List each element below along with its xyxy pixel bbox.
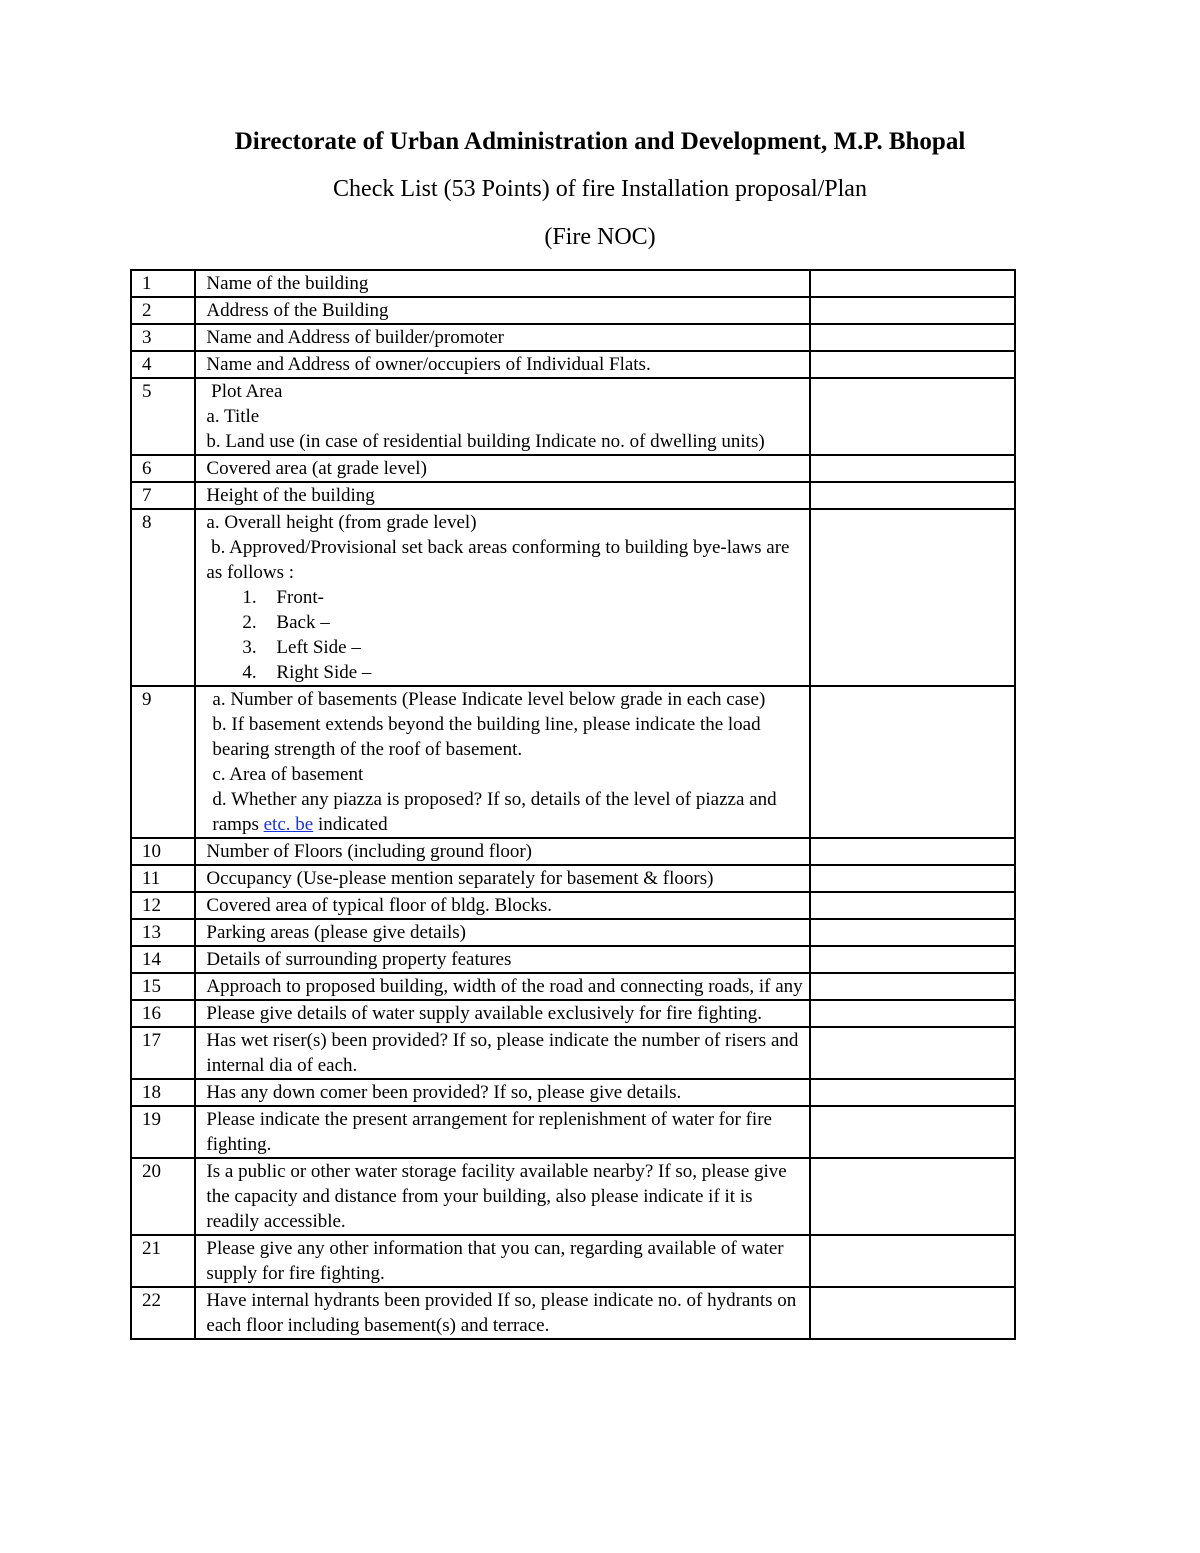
item-number: 22 (131, 1287, 195, 1339)
item-description (195, 1235, 809, 1287)
item-line: b. Approved/Provisional set back areas conforming to building bye-laws are as follows : (206, 537, 795, 583)
answer-cell[interactable] (810, 482, 1015, 509)
item-number: 20 (131, 1158, 195, 1235)
item-line-text: indicated (313, 814, 388, 835)
list-text: Back – (276, 612, 330, 633)
item-description (195, 686, 809, 838)
item-text: Please give any other information that you can, regarding available of water supply for fire fighting. (206, 1238, 784, 1284)
answer-cell[interactable] (810, 509, 1015, 686)
table-row (131, 351, 1015, 378)
item-number: 19 (131, 1106, 195, 1158)
answer-cell[interactable] (810, 1000, 1015, 1027)
table-row (131, 1287, 1015, 1339)
table-row (131, 838, 1015, 865)
list-text: Left Side – (276, 637, 361, 658)
table-row (131, 892, 1015, 919)
item-number: 17 (131, 1027, 195, 1079)
answer-cell[interactable] (810, 973, 1015, 1000)
item-text: Is a public or other water storage facility available nearby? If so, please give the capacity and distance from your building, also please indicate if it is readily accessible. (206, 1161, 787, 1232)
answer-cell[interactable] (810, 1158, 1015, 1235)
item-line: c. Area of basement (212, 764, 364, 785)
item-number: 16 (131, 1000, 195, 1027)
item-text: Address of the Building (206, 300, 389, 321)
item-number: 1 (131, 270, 195, 297)
answer-cell[interactable] (810, 1079, 1015, 1106)
item-description (195, 1106, 809, 1158)
item-number: 21 (131, 1235, 195, 1287)
item-description (195, 324, 809, 351)
item-number: 6 (131, 455, 195, 482)
list-number: 1. (242, 587, 257, 608)
item-text: Name and Address of builder/promoter (206, 327, 505, 348)
item-description (195, 973, 809, 1000)
item-description (195, 892, 809, 919)
item-number: 18 (131, 1079, 195, 1106)
item-description (195, 1079, 809, 1106)
item-text: Has wet riser(s) been provided? If so, please indicate the number of risers and internal dia of each. (206, 1030, 799, 1076)
item-description (195, 1000, 809, 1027)
item-description (195, 455, 809, 482)
item-number: 10 (131, 838, 195, 865)
table-row (131, 482, 1015, 509)
item-number: 11 (131, 865, 195, 892)
item-description (195, 351, 809, 378)
table-row (131, 1079, 1015, 1106)
item-text: Has any down comer been provided? If so, please give details. (206, 1082, 682, 1103)
table-row (131, 455, 1015, 482)
item-line: b. Land use (in case of residential building Indicate no. of dwelling units) (206, 431, 765, 452)
item-text: Details of surrounding property features (206, 949, 512, 970)
item-number: 3 (131, 324, 195, 351)
list-text: Right Side – (276, 662, 372, 683)
item-description (195, 919, 809, 946)
setback-list-item (206, 610, 808, 635)
table-row (131, 946, 1015, 973)
item-line: a. Number of basements (Please Indicate level below grade in each case) (212, 689, 766, 710)
item-description (195, 1158, 809, 1235)
answer-cell[interactable] (810, 351, 1015, 378)
table-row (131, 297, 1015, 324)
item-text: Number of Floors (including ground floor) (206, 841, 533, 862)
table-row (131, 509, 1015, 686)
item-line: Plot Area (206, 381, 283, 402)
table-row (131, 1235, 1015, 1287)
answer-cell[interactable] (810, 324, 1015, 351)
answer-cell[interactable] (810, 892, 1015, 919)
page-title: Directorate of Urban Administration and Development, M.P. Bhopal (234, 128, 966, 155)
list-number: 4. (242, 662, 257, 683)
table-row (131, 1000, 1015, 1027)
list-text: Front- (276, 587, 324, 608)
setback-list-item (206, 585, 808, 610)
table-row (131, 324, 1015, 351)
page-subtitle: Check List (53 Points) of fire Installation proposal/Plan (333, 176, 867, 202)
item-text: Please indicate the present arrangement for replenishment of water for fire fighting. (206, 1109, 772, 1155)
table-row (131, 378, 1015, 455)
answer-cell[interactable] (810, 378, 1015, 455)
answer-cell[interactable] (810, 919, 1015, 946)
item-number: 13 (131, 919, 195, 946)
item-line: a. Overall height (from grade level) (206, 512, 477, 533)
checklist-body (131, 270, 1015, 1339)
item-text: Covered area of typical floor of bldg. Blocks. (206, 895, 553, 916)
table-row (131, 1106, 1015, 1158)
answer-cell[interactable] (810, 1106, 1015, 1158)
item-description (195, 1027, 809, 1079)
answer-cell[interactable] (810, 1027, 1015, 1079)
item-description (195, 297, 809, 324)
item-number: 4 (131, 351, 195, 378)
item-line-text: d. Whether any piazza is proposed? If so, details of the level of piazza and ramps (212, 789, 777, 835)
inline-link[interactable]: etc. be (263, 814, 314, 835)
item-text: Name and Address of owner/occupiers of Individual Flats. (206, 354, 651, 375)
answer-cell[interactable] (810, 297, 1015, 324)
item-text: Parking areas (please give details) (206, 922, 466, 943)
answer-cell[interactable] (810, 1235, 1015, 1287)
item-number: 7 (131, 482, 195, 509)
item-line: b. If basement extends beyond the building line, please indicate the load bearing strength of the roof of basement. (212, 714, 766, 760)
table-row (131, 1027, 1015, 1079)
item-description (195, 482, 809, 509)
answer-cell[interactable] (810, 455, 1015, 482)
item-number: 15 (131, 973, 195, 1000)
checklist-table (130, 269, 1016, 1340)
item-number: 12 (131, 892, 195, 919)
item-text: Have internal hydrants been provided If so, please indicate no. of hydrants on each floor including basement(s) and terrace. (206, 1290, 797, 1336)
item-text: Please give details of water supply available exclusively for fire fighting. (206, 1003, 762, 1024)
item-description (195, 1287, 809, 1339)
setback-list-item (206, 635, 808, 660)
setback-list-item (206, 660, 808, 685)
item-line: a. Title (206, 406, 260, 427)
item-line (206, 787, 808, 837)
item-number: 8 (131, 509, 195, 686)
item-description (195, 865, 809, 892)
answer-cell[interactable] (810, 946, 1015, 973)
answer-cell[interactable] (810, 1287, 1015, 1339)
item-text: Name of the building (206, 273, 369, 294)
item-number: 2 (131, 297, 195, 324)
item-text: Approach to proposed building, width of the road and connecting roads, if any (206, 976, 803, 997)
table-row (131, 865, 1015, 892)
table-row (131, 1158, 1015, 1235)
item-text: Covered area (at grade level) (206, 458, 427, 479)
table-row (131, 973, 1015, 1000)
answer-cell[interactable] (810, 838, 1015, 865)
list-number: 3. (242, 637, 257, 658)
item-number: 5 (131, 378, 195, 455)
item-description (195, 838, 809, 865)
page-subtitle-noc: (Fire NOC) (544, 224, 656, 250)
item-text: Occupancy (Use-please mention separately for basement & floors) (206, 868, 714, 889)
item-description (195, 270, 809, 297)
answer-cell[interactable] (810, 270, 1015, 297)
answer-cell[interactable] (810, 865, 1015, 892)
item-description (195, 509, 809, 686)
table-row (131, 270, 1015, 297)
table-row (131, 919, 1015, 946)
answer-cell[interactable] (810, 686, 1015, 838)
item-description (195, 378, 809, 455)
item-text: Height of the building (206, 485, 375, 506)
item-number: 9 (131, 686, 195, 838)
item-number: 14 (131, 946, 195, 973)
table-row (131, 686, 1015, 838)
list-number: 2. (242, 612, 257, 633)
item-description (195, 946, 809, 973)
